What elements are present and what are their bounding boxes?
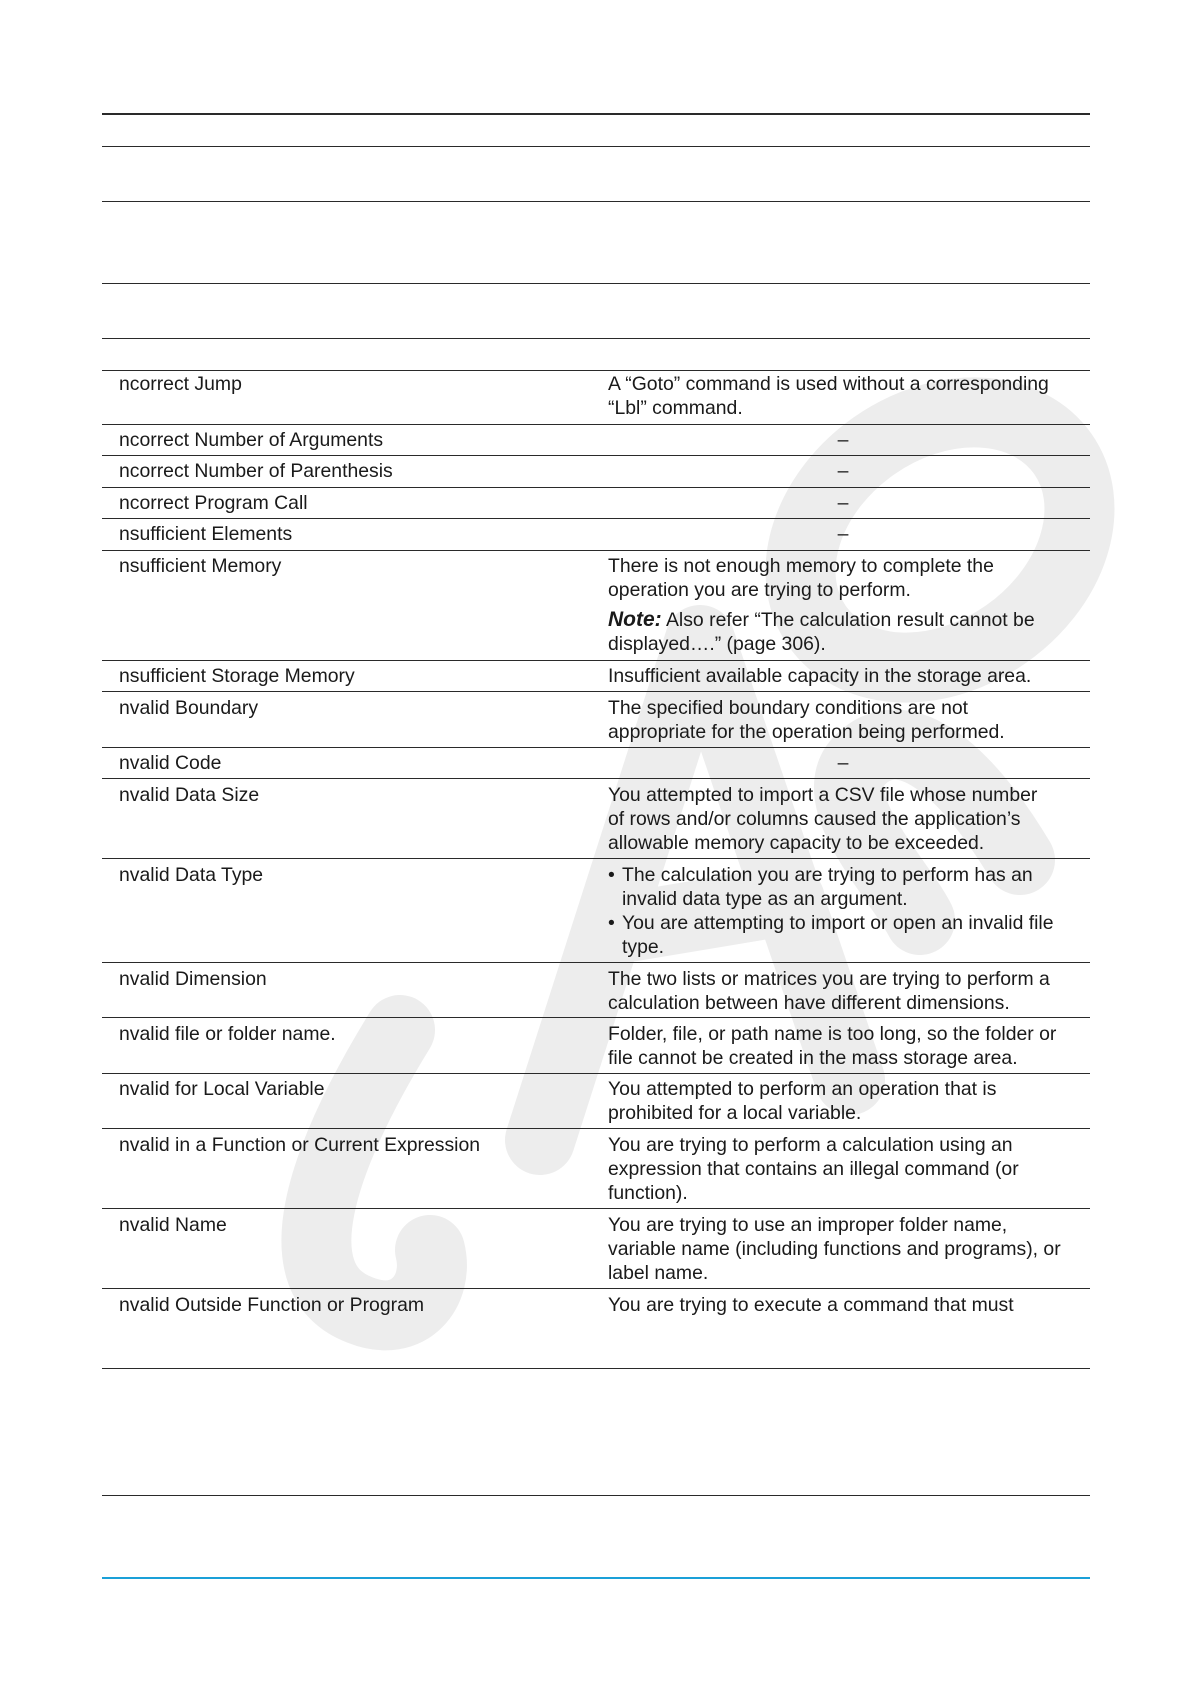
- rule: [102, 1368, 1090, 1369]
- error-description: • The calculation you are trying to perform has an invalid data type as an argument. • You are attempting to import or open an invalid file type.: [608, 863, 1078, 959]
- error-description-empty: –: [837, 460, 849, 482]
- error-description: You are trying to perform a calculation using an expression that contains an illegal command (or function).: [608, 1134, 1019, 1204]
- error-description-empty: –: [837, 429, 849, 451]
- error-description: You attempted to perform an operation that is prohibited for a local variable.: [608, 1078, 997, 1124]
- rule: [102, 747, 1090, 748]
- error-name: nvalid Code: [119, 752, 222, 774]
- error-description: Insufficient available capacity in the storage area.: [608, 665, 1032, 687]
- error-name: nvalid for Local Variable: [119, 1078, 325, 1100]
- rule: [102, 424, 1090, 425]
- rule: [102, 370, 1090, 371]
- error-name: nvalid in a Function or Current Expression: [119, 1134, 481, 1156]
- footer-accent-line: [102, 1577, 1090, 1579]
- error-description: You are trying to use an improper folder name, variable name (including functions and programs), or label name.: [608, 1214, 1061, 1284]
- error-description: You are trying to execute a command that must: [608, 1294, 1014, 1316]
- error-name: ncorrect Jump: [119, 373, 242, 395]
- rule: [102, 1128, 1090, 1129]
- rule: [102, 455, 1090, 456]
- rule: [102, 1073, 1090, 1074]
- error-description-empty: –: [837, 752, 849, 774]
- bullet-item: • The calculation you are trying to perform has an: [608, 864, 1033, 886]
- error-name: ncorrect Number of Parenthesis: [119, 460, 393, 482]
- error-name: nvalid Name: [119, 1214, 227, 1236]
- error-description: The specified boundary conditions are not appropriate for the operation being performed.: [608, 697, 1005, 743]
- rule: [102, 201, 1090, 202]
- bullet-item: • You are attempting to import or open an invalid file: [608, 912, 1054, 934]
- rule: [102, 691, 1090, 692]
- error-name: nvalid file or folder name.: [119, 1023, 336, 1045]
- error-name: nvalid Data Size: [119, 784, 260, 806]
- error-name: ncorrect Program Call: [119, 492, 308, 514]
- error-description-empty: –: [837, 492, 849, 514]
- rule: [102, 660, 1090, 661]
- rule: [102, 550, 1090, 551]
- error-name: nvalid Dimension: [119, 968, 267, 990]
- rule: [102, 1017, 1090, 1018]
- error-name: nvalid Boundary: [119, 697, 259, 719]
- note-label: Note:: [608, 608, 662, 631]
- rule: [102, 1288, 1090, 1289]
- error-name: nvalid Outside Function or Program: [119, 1294, 425, 1316]
- error-description-empty: –: [837, 523, 849, 545]
- error-description: Folder, file, or path name is too long, so the folder or file cannot be created in the mass storage area.: [608, 1023, 1057, 1069]
- rule: [102, 487, 1090, 488]
- rule: [102, 1208, 1090, 1209]
- error-description: You attempted to import a CSV file whose number of rows and/or columns caused the application’s allowable memory capacity to be exceeded.: [608, 784, 1038, 854]
- error-name: nsufficient Memory: [119, 555, 282, 577]
- rule: [102, 778, 1090, 779]
- rule: [102, 518, 1090, 519]
- rule: [102, 338, 1090, 339]
- error-description: The two lists or matrices you are trying to perform a calculation between have different dimensions.: [608, 968, 1050, 1014]
- rule: [102, 962, 1090, 963]
- rule: [102, 858, 1090, 859]
- rule: [102, 146, 1090, 147]
- error-name: nvalid Data Type: [119, 864, 264, 886]
- error-name: ncorrect Number of Arguments: [119, 429, 384, 451]
- error-description: A “Goto” command is used without a corresponding “Lbl” command.: [608, 373, 1049, 419]
- rule-top: [102, 113, 1090, 115]
- error-description: There is not enough memory to complete the operation you are trying to perform. Note: Also refer “The calculation result cannot be displayed….” (page 306).: [608, 555, 1035, 655]
- error-name: nsufficient Storage Memory: [119, 665, 355, 687]
- rule: [102, 1495, 1090, 1496]
- rule: [102, 283, 1090, 284]
- error-name: nsufficient Elements: [119, 523, 293, 545]
